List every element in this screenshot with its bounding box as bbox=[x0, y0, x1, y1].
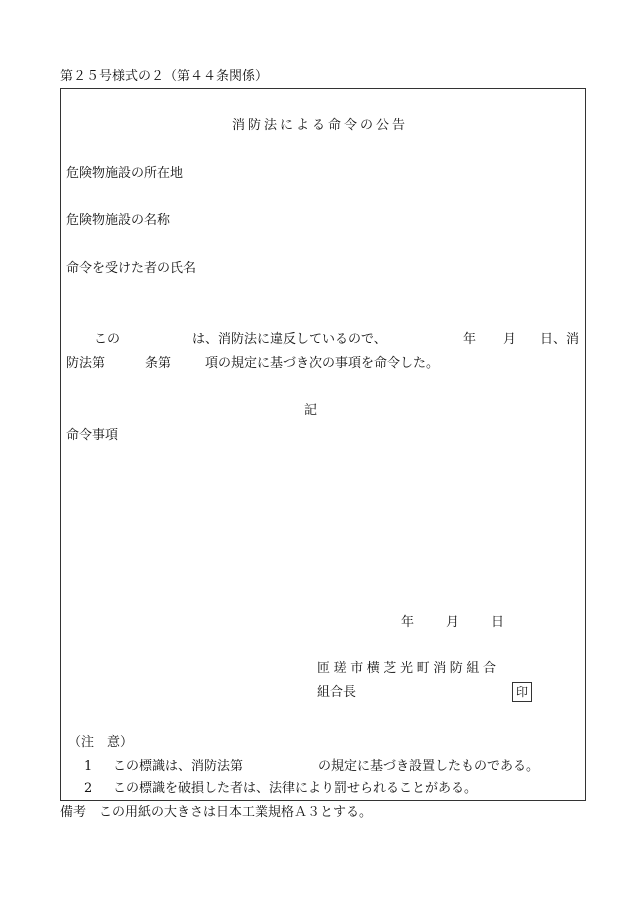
ki-heading: 記 bbox=[304, 403, 318, 418]
date-day: 日 bbox=[491, 615, 505, 630]
note-2-number: 2 bbox=[84, 781, 93, 796]
recipient-label: 命令を受けた者の氏名 bbox=[66, 261, 197, 276]
location-label: 危険物施設の所在地 bbox=[66, 166, 184, 181]
seal-stamp: 印 bbox=[512, 682, 532, 702]
body-line1-text: は、消防法に違反しているので、 bbox=[192, 332, 387, 347]
note-1-text-b: の規定に基づき設置したものである。 bbox=[318, 759, 540, 774]
body-line1-day: 日、消 bbox=[540, 332, 580, 347]
name-label: 危険物施設の名称 bbox=[66, 213, 171, 228]
remark: 備考 この用紙の大きさは日本工業規格Ａ３とする。 bbox=[60, 805, 373, 820]
note-1-number: 1 bbox=[84, 759, 93, 774]
issuer-title: 組合長 bbox=[317, 685, 357, 700]
body-line2-article: 条第 bbox=[145, 356, 172, 371]
notes-heading: （注 意） bbox=[68, 735, 134, 750]
note-2-text: この標識を破損した者は、法律により罰せられることがある。 bbox=[113, 781, 478, 796]
body-line1-prefix: この bbox=[94, 332, 121, 347]
order-items-label: 命令事項 bbox=[66, 428, 119, 443]
date-year: 年 bbox=[401, 615, 415, 630]
issuer-organization: 匝瑳市横芝光町消防組合 bbox=[317, 661, 500, 676]
body-line2-text: 項の規定に基づき次の事項を命令した。 bbox=[205, 356, 440, 371]
body-line1-month: 月 bbox=[503, 332, 517, 347]
page-title: 消防法による命令の公告 bbox=[232, 118, 409, 133]
form-number: 第２５号様式の２（第４４条関係） bbox=[60, 69, 269, 84]
date-month: 月 bbox=[446, 615, 460, 630]
body-line1-year: 年 bbox=[463, 332, 477, 347]
note-1-text-a: この標識は、消防法第 bbox=[113, 759, 244, 774]
body-line2-prefix: 防法第 bbox=[66, 356, 106, 371]
